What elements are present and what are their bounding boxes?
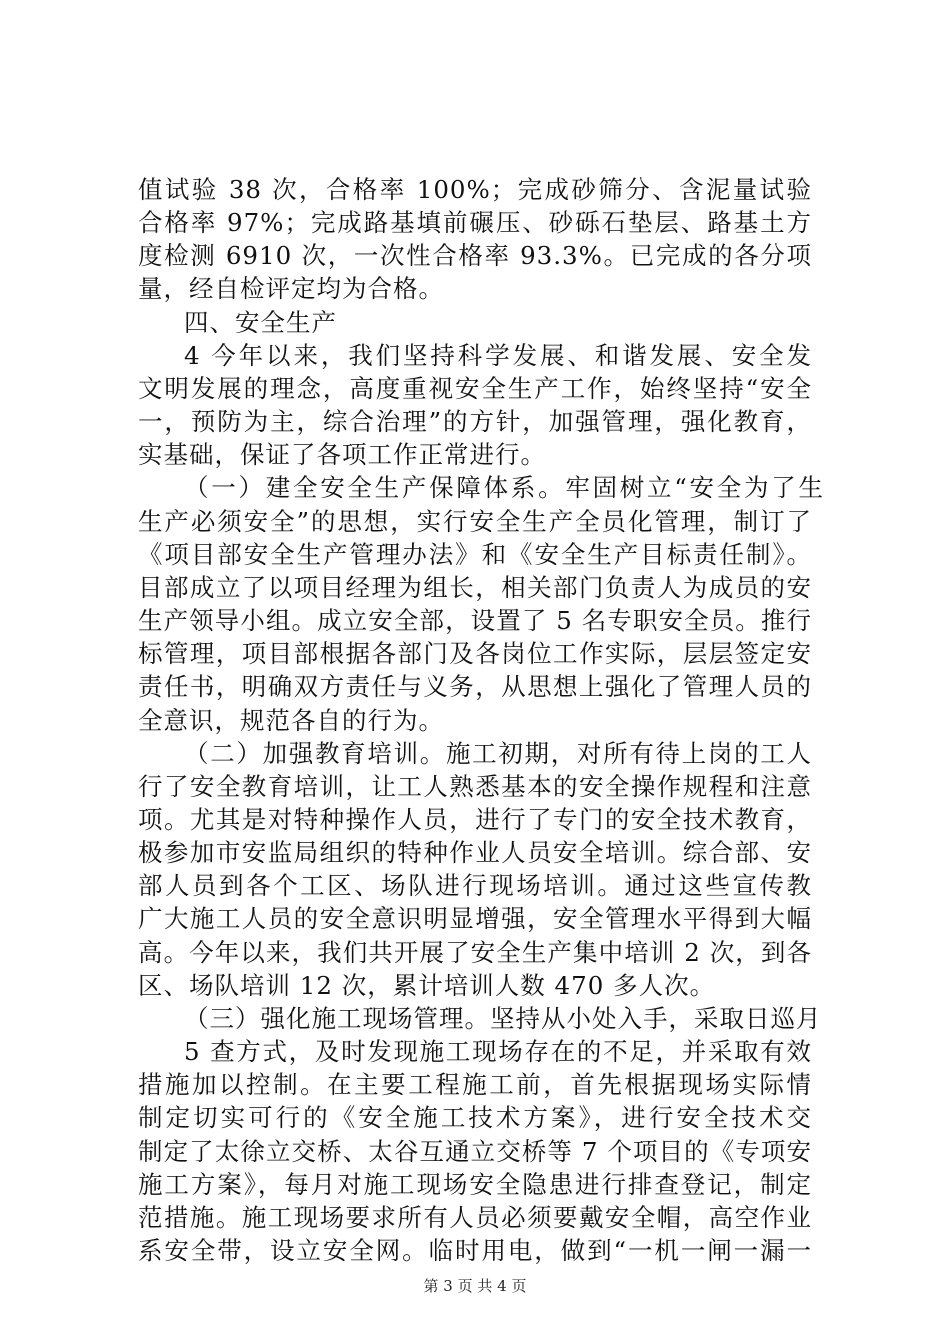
page-footer: 第 3 页 共 4 页 <box>423 1277 527 1295</box>
text-line: 《项目部安全生产管理办法》和《安全生产目标责任制》。 <box>138 540 812 569</box>
subsection-heading: （二）加强教育培训。施工初期，对所有待上岗的工人 <box>184 739 812 768</box>
text-line: 制定了太徐立交桥、太谷互通立交桥等 7 个项目的《专项安 <box>138 1137 812 1166</box>
subsection-heading: （三）强化施工现场管理。坚持从小处入手，采取日巡月 <box>184 1004 822 1033</box>
text-line: 实基础，保证了各项工作正常进行。 <box>138 440 546 469</box>
text-line: 生产领导小组。成立安全部，设置了 5 名专职安全员。推行 <box>138 606 812 635</box>
text-line: 标管理，项目部根据各部门及各岗位工作实际，层层签定安 <box>138 639 812 668</box>
text-line: 生产必须安全”的思想，实行安全生产全员化管理，制订了 <box>138 507 812 536</box>
text-line: 度检测 6910 次，一次性合格率 93.3%。已完成的各分项 <box>138 241 812 270</box>
text-line: 极参加市安监局组织的特种作业人员安全培训。综合部、安 <box>138 838 812 867</box>
text-line: 5 查方式，及时发现施工现场存在的不足，并采取有效 <box>184 1037 812 1066</box>
text-line: 4 今年以来，我们坚持科学发展、和谐发展、安全发 <box>184 341 812 370</box>
text-line: 系安全带，设立安全网。临时用电，做到“一机一闸一漏一 <box>138 1236 812 1265</box>
text-line: 全意识，规范各自的行为。 <box>138 706 444 735</box>
subsection-heading: （一）建全安全生产保障体系。牢固树立“安全为了生 <box>184 473 824 502</box>
text-line: 行了安全教育培训，让工人熟悉基本的安全操作规程和注意 <box>138 772 812 801</box>
text-line: 目部成立了以项目经理为组长，相关部门负责人为成员的安 <box>138 573 812 602</box>
text-line: 合格率 97%；完成路基填前碾压、砂砾石垫层、路基土方 <box>138 208 812 237</box>
text-line: 施工方案》，每月对施工现场安全隐患进行排查登记，制定 <box>138 1170 812 1199</box>
text-line: 部人员到各个工区、场队进行现场培训。通过这些宣传教 <box>138 871 812 900</box>
text-line: 区、场队培训 12 次，累计培训人数 470 多人次。 <box>138 971 716 1000</box>
text-line: 项。尤其是对特种操作人员，进行了专门的安全技术教育， <box>138 805 812 834</box>
text-line: 量，经自检评定均为合格。 <box>138 274 444 303</box>
text-line: 广大施工人员的安全意识明显增强，安全管理水平得到大幅 <box>138 904 812 933</box>
text-line: 措施加以控制。在主要工程施工前，首先根据现场实际情 <box>138 1070 812 1099</box>
text-line: 高。今年以来，我们共开展了安全生产集中培训 2 次，到各 <box>138 938 812 967</box>
text-line: 值试验 38 次，合格率 100%；完成砂筛分、含泥量试验 <box>138 175 812 204</box>
text-line: 文明发展的理念，高度重视安全生产工作，始终坚持“安全 <box>138 374 812 403</box>
text-line: 范措施。施工现场要求所有人员必须要戴安全帽，高空作业 <box>138 1203 812 1232</box>
text-line: 一，预防为主，综合治理”的方针，加强管理，强化教育， <box>138 407 812 436</box>
section-heading: 四、安全生产 <box>184 308 337 337</box>
text-line: 责任书，明确双方责任与义务，从思想上强化了管理人员的 <box>138 672 812 701</box>
text-line: 制定切实可行的《安全施工技术方案》，进行安全技术交 <box>138 1103 812 1132</box>
